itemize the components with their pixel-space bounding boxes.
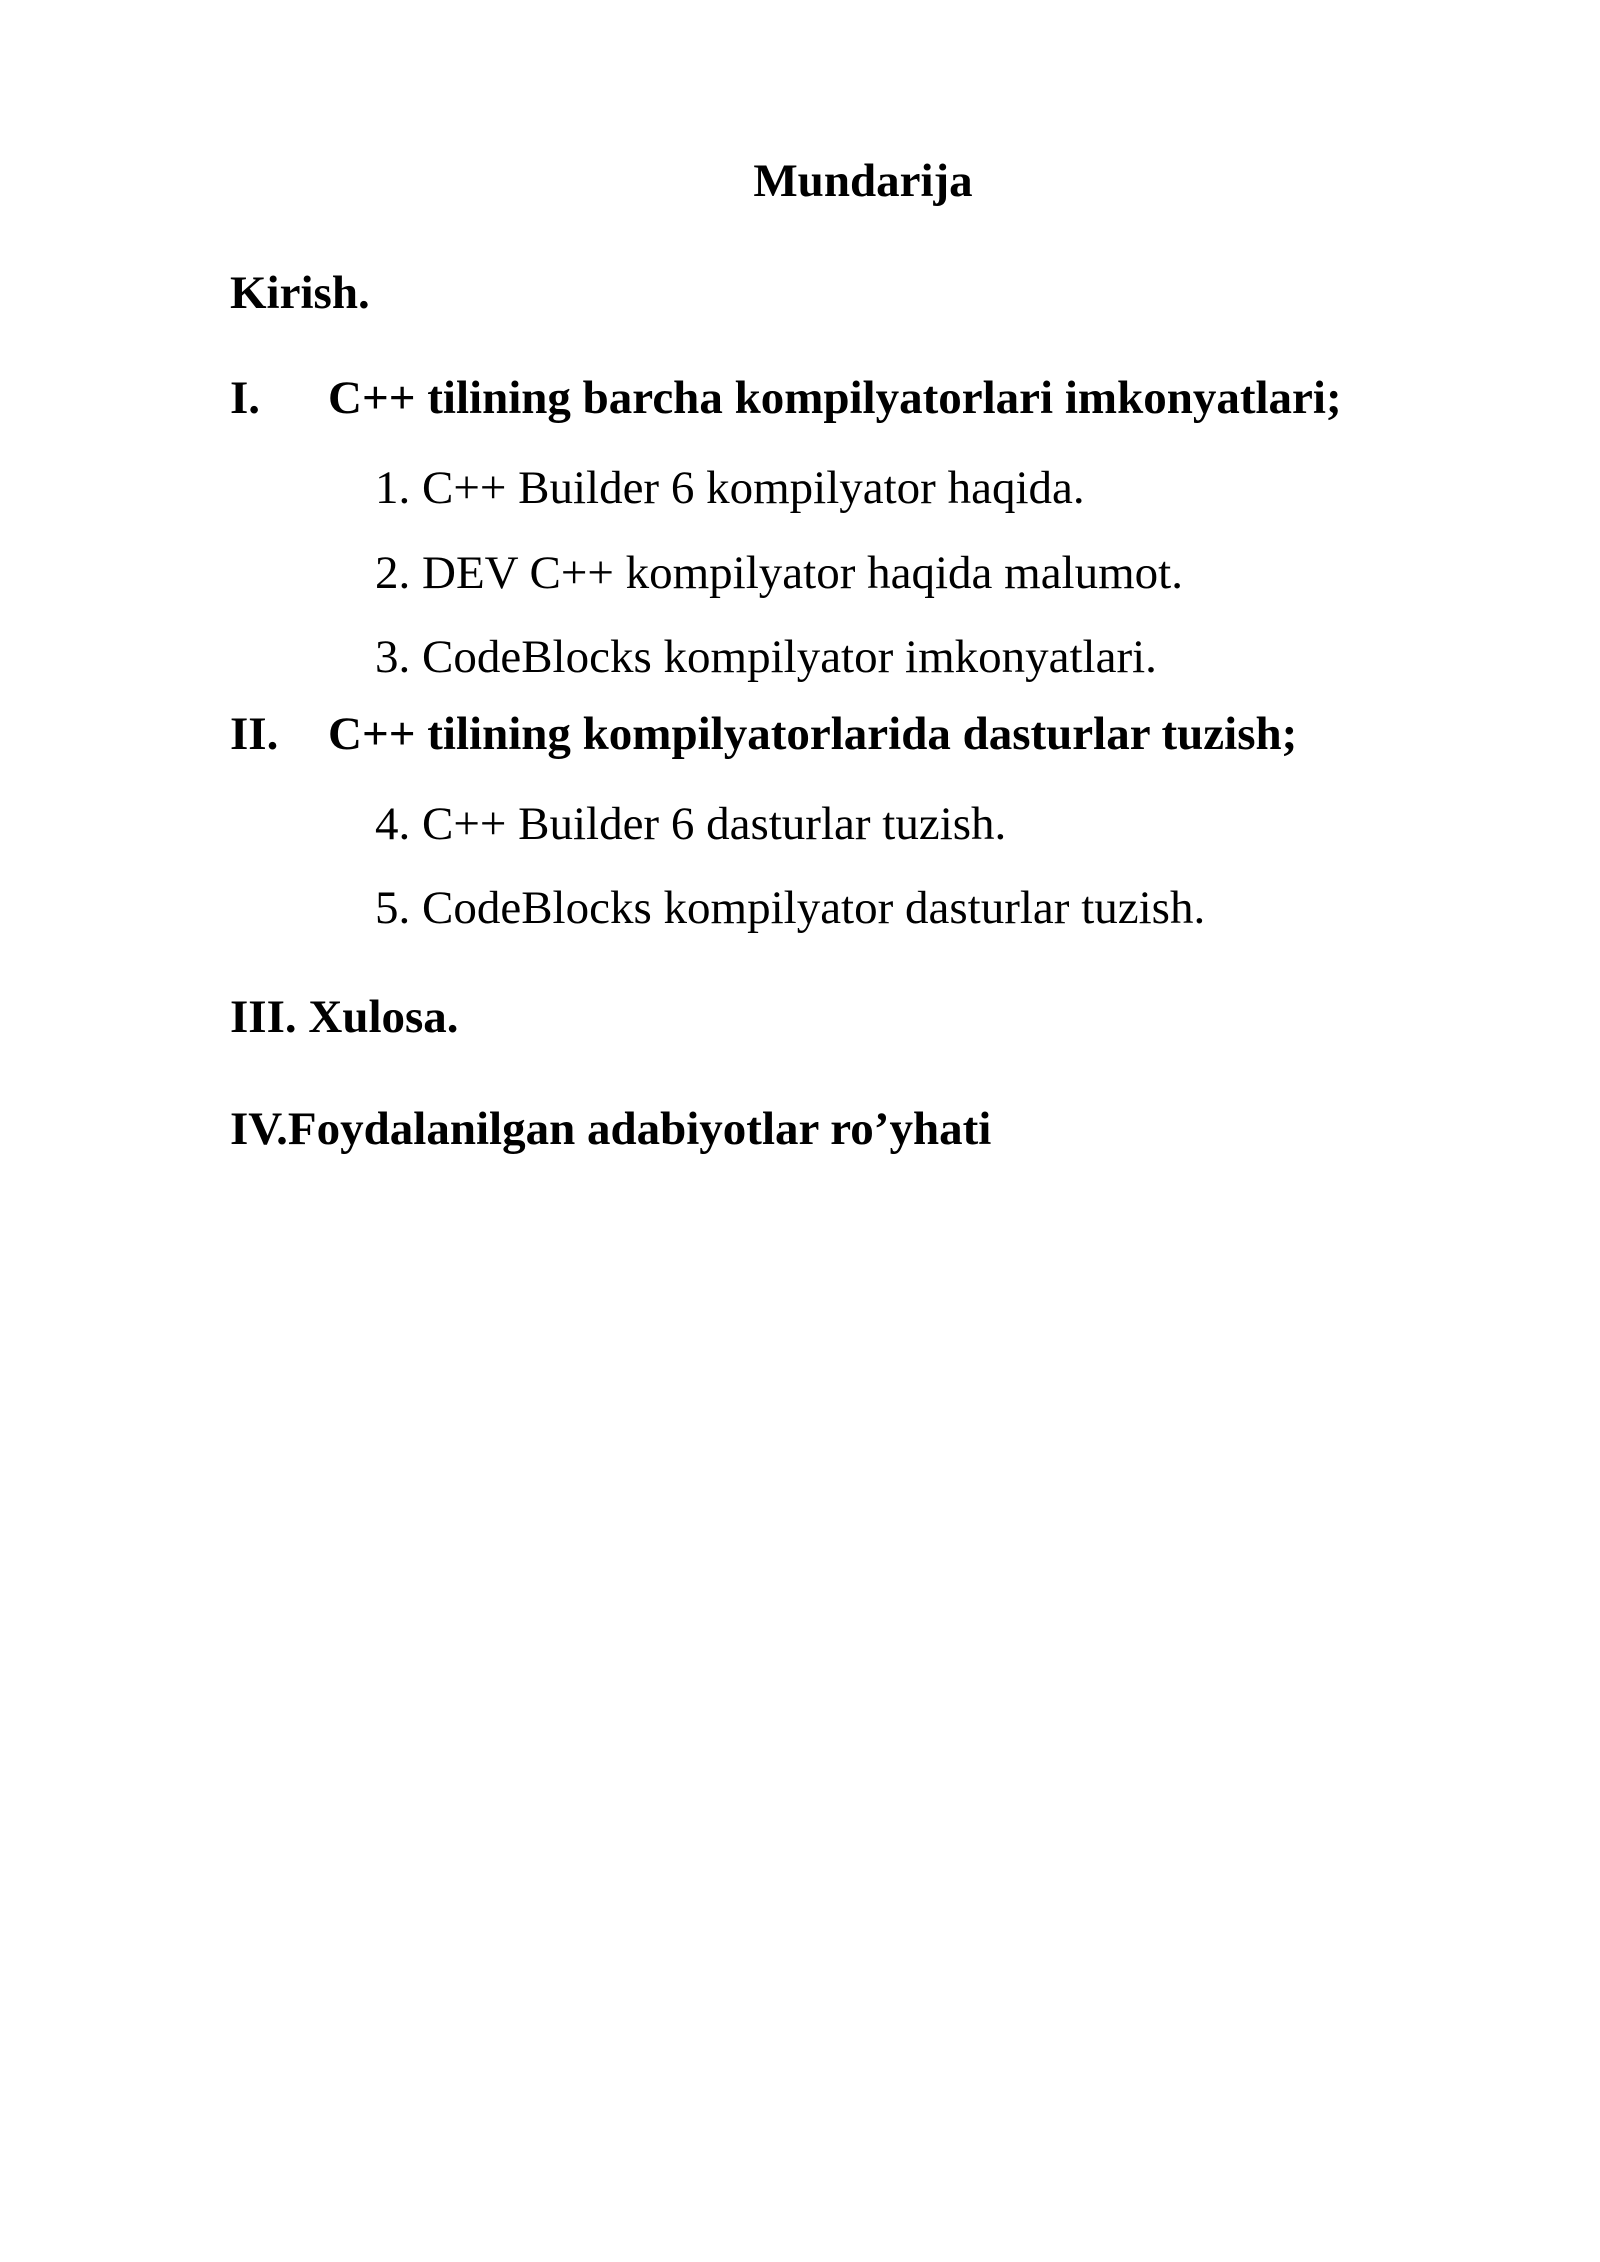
toc-item-5: 5. CodeBlocks kompilyator dasturlar tuzish. — [375, 882, 1206, 934]
toc-section-2 — [230, 707, 1530, 773]
toc-item-3: 3. CodeBlocks kompilyator imkonyatlari. — [375, 631, 1157, 683]
toc-title: Mundarija — [753, 155, 973, 207]
section-1-numeral: I. — [230, 372, 261, 424]
toc-item-2: 2. DEV C++ kompilyator haqida malumot. — [375, 547, 1183, 599]
toc-item-1: 1. C++ Builder 6 kompilyator haqida. — [375, 462, 1085, 514]
section-2-numeral: II. — [230, 708, 279, 760]
toc-section-1 — [230, 371, 1530, 437]
section-1-title: C++ tilining barcha kompilyatorlari imkonyatlari; — [328, 372, 1342, 424]
toc-item-4: 4. C++ Builder 6 dasturlar tuzish. — [375, 798, 1007, 850]
toc-references: IV.Foydalanilgan adabiyotlar ro’yhati — [230, 1103, 992, 1155]
section-2-title: C++ tilining kompilyatorlarida dasturlar tuzish; — [328, 708, 1298, 760]
toc-intro: Kirish. — [230, 267, 370, 319]
toc-conclusion: III. Xulosa. — [230, 991, 459, 1043]
